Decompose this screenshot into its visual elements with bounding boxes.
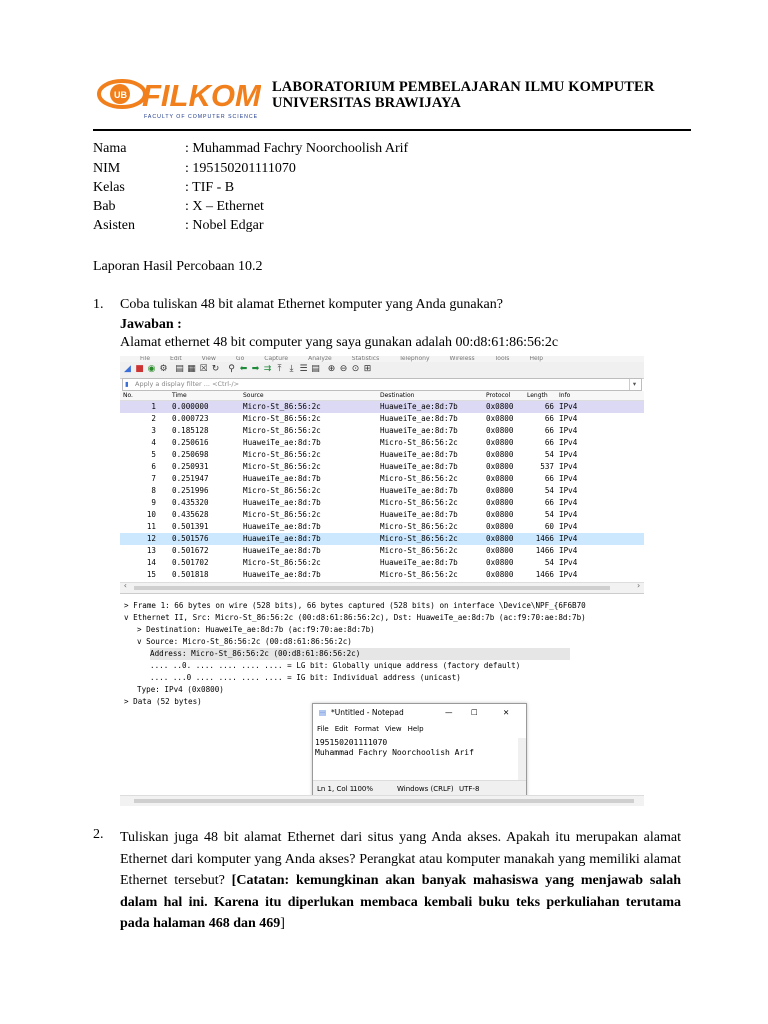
reload-icon[interactable]: ↻ [211, 364, 220, 374]
packet-cell-proto: 0x0800 [486, 522, 514, 531]
packet-cell-len: 66 [544, 498, 554, 507]
packet-cell-src: Micro-St_86:56:2c [243, 486, 321, 495]
packet-cell-info: IPv4 [559, 474, 578, 483]
packet-cell-no: 15 [146, 570, 156, 579]
packet-cell-proto: 0x0800 [486, 534, 514, 543]
display-filter-input[interactable] [122, 378, 642, 391]
notepad-menu-format[interactable]: Format [354, 725, 379, 733]
last-packet-icon[interactable]: ⤓ [289, 364, 294, 374]
packet-cell-proto: 0x0800 [486, 570, 514, 579]
packet-cell-time: 0.251947 [172, 474, 209, 483]
menu-item[interactable]: Edit [170, 356, 182, 362]
detail-row[interactable]: Address: Micro-St_86:56:2c (00:d8:61:86:56:2c) [150, 648, 570, 660]
packet-cell-src: HuaweiTe_ae:8d:7b [243, 546, 321, 555]
packet-cell-len: 66 [544, 474, 554, 483]
packet-cell-len: 54 [544, 510, 554, 519]
packet-cell-src: HuaweiTe_ae:8d:7b [243, 438, 321, 447]
stop-capture-icon[interactable]: ■ [135, 364, 144, 374]
resize-columns-icon[interactable]: ⊞ [363, 364, 372, 374]
packet-cell-len: 1466 [535, 534, 554, 543]
notepad-title: *Untitled - Notepad [331, 708, 404, 717]
options-gear-icon[interactable]: ⚙ [159, 364, 168, 374]
first-packet-icon[interactable]: ⤒ [277, 364, 282, 374]
open-file-icon[interactable]: ▤ [175, 364, 184, 374]
packet-cell-src: HuaweiTe_ae:8d:7b [243, 474, 321, 483]
packet-cell-info: IPv4 [559, 510, 578, 519]
info-label: Asisten [93, 218, 135, 233]
packet-cell-dst: HuaweiTe_ae:8d:7b [380, 462, 458, 471]
notepad-menu-file[interactable]: File [317, 725, 329, 733]
packet-cell-info: IPv4 [559, 414, 578, 423]
detail-row[interactable]: Type: IPv4 (0x0800) [137, 685, 224, 694]
notepad-menubar [317, 724, 430, 734]
menu-item[interactable]: Statistics [351, 356, 380, 362]
detail-row[interactable]: v Source: Micro-St_86:56:2c (00:d8:61:86:56:2c) [137, 637, 352, 646]
menu-item[interactable]: Capture [264, 356, 289, 362]
info-value: : Nobel Edgar [185, 218, 264, 233]
packet-cell-len: 66 [544, 438, 554, 447]
packet-cell-proto: 0x0800 [486, 546, 514, 555]
maximize-icon[interactable]: ☐ [471, 708, 478, 717]
packet-cell-dst: HuaweiTe_ae:8d:7b [380, 402, 458, 411]
packet-cell-no: 6 [151, 462, 156, 471]
packet-cell-time: 0.250931 [172, 462, 209, 471]
forward-arrow-icon[interactable]: ➡ [251, 364, 260, 374]
column-header-info[interactable]: Info [559, 392, 571, 399]
header-title-line2: UNIVERSITAS BRAWIJAYA [272, 95, 461, 111]
packet-row[interactable] [120, 557, 644, 569]
packet-cell-src: Micro-St_86:56:2c [243, 426, 321, 435]
header-title-line1: LABORATORIUM PEMBELAJARAN ILMU KOMPUTER [272, 79, 655, 95]
packet-cell-time: 0.501391 [172, 522, 209, 531]
packet-cell-dst: HuaweiTe_ae:8d:7b [380, 558, 458, 567]
packet-cell-dst: Micro-St_86:56:2c [380, 498, 458, 507]
packet-cell-src: HuaweiTe_ae:8d:7b [243, 522, 321, 531]
q1-answer: Alamat ethernet 48 bit computer yang saya gunakan adalah 00:d8:61:86:56:2c [120, 335, 559, 350]
detail-row[interactable]: > Frame 1: 66 bytes on wire (528 bits), 66 bytes captured (528 bits) on interface \Device\NPF_{6F6B70 [124, 601, 586, 610]
close-icon[interactable]: ✕ [503, 708, 510, 717]
packet-cell-dst: Micro-St_86:56:2c [380, 546, 458, 555]
start-capture-icon[interactable]: ◢ [124, 364, 131, 374]
packet-cell-src: Micro-St_86:56:2c [243, 450, 321, 459]
menu-item[interactable]: View [201, 356, 216, 362]
q1-question: Coba tuliskan 48 bit alamat Ethernet komputer yang Anda gunakan? [120, 297, 503, 312]
packet-cell-info: IPv4 [559, 558, 578, 567]
info-label: Kelas [93, 180, 125, 195]
packet-cell-info: IPv4 [559, 426, 578, 435]
menu-item[interactable]: Go [235, 356, 245, 362]
scroll-right-icon[interactable]: › [636, 581, 641, 590]
packet-cell-info: IPv4 [559, 522, 578, 531]
packet-cell-src: Micro-St_86:56:2c [243, 414, 321, 423]
packet-list-header [120, 391, 644, 401]
packet-row[interactable] [120, 449, 644, 461]
packet-cell-time: 0.000723 [172, 414, 209, 423]
packet-row[interactable] [120, 437, 644, 449]
packet-cell-src: HuaweiTe_ae:8d:7b [243, 498, 321, 507]
info-value: : TIF - B [185, 180, 235, 195]
colorize-icon[interactable]: ▤ [311, 364, 320, 374]
packet-row[interactable] [120, 461, 644, 473]
packet-cell-len: 60 [544, 522, 554, 531]
packet-cell-no: 8 [151, 486, 156, 495]
packet-cell-info: IPv4 [559, 534, 578, 543]
packet-cell-src: HuaweiTe_ae:8d:7b [243, 534, 321, 543]
logo-wordmark: FILKOM [142, 78, 261, 113]
q2-question: Tuliskan juga 48 bit alamat Ethernet dari situs yang Anda akses. Apakah itu merupakan alamat Ethernet dari komputer yang Anda akses? Perangkat atau komputer manakah yang memiliki alamat Ethernet tersebut? [120, 830, 681, 888]
packet-cell-info: IPv4 [559, 402, 578, 411]
wireshark-screenshot [120, 356, 644, 807]
packet-row[interactable] [120, 401, 644, 413]
packet-cell-src: HuaweiTe_ae:8d:7b [243, 570, 321, 579]
packet-cell-dst: HuaweiTe_ae:8d:7b [380, 510, 458, 519]
column-header-protocol[interactable]: Protocol [486, 392, 511, 399]
q1-answer-label: Jawaban : [120, 317, 182, 332]
packet-cell-no: 3 [151, 426, 156, 435]
detail-row[interactable]: .... ...0 .... .... .... .... = IG bit: Individual address (unicast) [150, 673, 461, 682]
header-title [272, 79, 654, 111]
q1-number: 1. [93, 297, 104, 312]
info-label: NIM [93, 161, 121, 176]
notepad-text-area[interactable] [315, 738, 474, 758]
packet-cell-no: 11 [146, 522, 156, 531]
bookmark-icon[interactable]: ▮ [125, 380, 129, 388]
q2-note: [Catatan: kemungkinan akan banyak mahasiswa yang menjawab salah dalam hal ini. Karena itu diperlukan membaca kembali buku teks perkuliahan terutama pada halaman 468 dan 469 [120, 873, 682, 931]
report-title: Laporan Hasil Percobaan 10.2 [93, 259, 263, 274]
detail-row[interactable]: > Destination: HuaweiTe_ae:8d:7b (ac:f9:70:ae:8d:7b) [137, 625, 375, 634]
packet-cell-len: 1466 [535, 546, 554, 555]
packet-cell-proto: 0x0800 [486, 486, 514, 495]
packet-cell-src: Micro-St_86:56:2c [243, 402, 321, 411]
packet-cell-time: 0.501702 [172, 558, 209, 567]
menu-item[interactable]: Analyze [308, 356, 332, 362]
filter-dropdown-icon[interactable]: ▾ [629, 379, 639, 390]
scrollbar-thumb[interactable] [134, 799, 634, 803]
packet-cell-dst: HuaweiTe_ae:8d:7b [380, 414, 458, 423]
packet-cell-info: IPv4 [559, 498, 578, 507]
packet-cell-dst: HuaweiTe_ae:8d:7b [380, 426, 458, 435]
notepad-menu-view[interactable]: View [384, 725, 402, 733]
packet-cell-no: 4 [151, 438, 156, 447]
notepad-menu-help[interactable]: Help [407, 725, 424, 733]
packet-cell-no: 1 [151, 402, 156, 411]
column-header-time[interactable]: Time [172, 392, 187, 399]
save-file-icon[interactable]: ▦ [187, 364, 196, 374]
menu-item[interactable]: Telephony [399, 356, 430, 362]
packet-cell-src: Micro-St_86:56:2c [243, 510, 321, 519]
q2-note-close: ] [280, 916, 285, 931]
packet-cell-proto: 0x0800 [486, 402, 514, 411]
packet-cell-time: 0.185128 [172, 426, 209, 435]
packet-cell-proto: 0x0800 [486, 474, 514, 483]
packet-cell-proto: 0x0800 [486, 558, 514, 567]
detail-row[interactable]: v Ethernet II, Src: Micro-St_86:56:2c (00:d8:61:86:56:2c), Dst: HuaweiTe_ae:8d:7b (ac:f9:70:ae:8d:7b) [124, 613, 586, 622]
packet-cell-proto: 0x0800 [486, 438, 514, 447]
packet-cell-dst: Micro-St_86:56:2c [380, 534, 458, 543]
wireshark-toolbar [120, 362, 644, 379]
restart-capture-icon[interactable]: ◉ [147, 364, 156, 374]
packet-cell-dst: Micro-St_86:56:2c [380, 438, 458, 447]
packet-cell-len: 54 [544, 558, 554, 567]
packet-cell-dst: Micro-St_86:56:2c [380, 570, 458, 579]
packet-cell-info: IPv4 [559, 450, 578, 459]
packet-cell-len: 66 [544, 414, 554, 423]
notepad-menu-edit[interactable]: Edit [334, 725, 349, 733]
packet-cell-time: 0.250698 [172, 450, 209, 459]
logo-subtitle: FACULTY OF COMPUTER SCIENCE [144, 114, 259, 120]
packet-cell-time: 0.000000 [172, 402, 209, 411]
info-label: Bab [93, 199, 116, 214]
detail-row[interactable]: .... ..0. .... .... .... .... = LG bit: Globally unique address (factory default) [150, 661, 521, 670]
packet-cell-src: Micro-St_86:56:2c [243, 558, 321, 567]
header-divider [93, 129, 691, 131]
status-encoding: UTF-8 [459, 785, 480, 793]
packet-cell-no: 9 [151, 498, 156, 507]
packet-cell-no: 7 [151, 474, 156, 483]
notepad-line: Muhammad Fachry Noorchoolish Arif [315, 748, 474, 757]
column-header-destination[interactable]: Destination [380, 392, 415, 399]
packet-cell-proto: 0x0800 [486, 510, 514, 519]
packet-cell-no: 13 [146, 546, 156, 555]
packet-cell-len: 66 [544, 402, 554, 411]
packet-list-scrollbar[interactable] [120, 582, 644, 594]
notepad-line: 195150201111070 [315, 738, 388, 747]
packet-row[interactable] [120, 497, 644, 509]
packet-cell-time: 0.250616 [172, 438, 209, 447]
packet-cell-len: 1466 [535, 570, 554, 579]
menu-item[interactable]: Wireless [449, 356, 475, 362]
detail-row[interactable]: > Data (52 bytes) [124, 697, 202, 706]
packet-cell-no: 12 [146, 534, 156, 543]
scrollbar-thumb[interactable] [134, 586, 610, 590]
packet-cell-proto: 0x0800 [486, 426, 514, 435]
notepad-vscroll[interactable] [518, 738, 526, 780]
minimize-icon[interactable]: — [445, 708, 453, 717]
packet-row[interactable] [120, 509, 644, 521]
packet-cell-time: 0.435628 [172, 510, 209, 519]
menu-item[interactable]: File [140, 356, 151, 362]
packet-cell-src: Micro-St_86:56:2c [243, 462, 321, 471]
packet-cell-info: IPv4 [559, 570, 578, 579]
packet-cell-time: 0.251996 [172, 486, 209, 495]
packet-cell-time: 0.435320 [172, 498, 209, 507]
packet-cell-proto: 0x0800 [486, 498, 514, 507]
autoscroll-icon[interactable]: ☰ [299, 364, 308, 374]
filkom-logo [96, 74, 261, 126]
status-zoom: 100% [353, 785, 374, 793]
packet-cell-len: 537 [540, 462, 554, 471]
packet-cell-dst: HuaweiTe_ae:8d:7b [380, 450, 458, 459]
info-label: Nama [93, 141, 127, 156]
notepad-window [312, 703, 527, 800]
packet-cell-info: IPv4 [559, 438, 578, 447]
menu-item[interactable]: Tools [494, 356, 510, 362]
packet-cell-len: 66 [544, 426, 554, 435]
packet-row[interactable] [120, 425, 644, 437]
back-arrow-icon[interactable]: ⬅ [239, 364, 248, 374]
packet-cell-no: 5 [151, 450, 156, 459]
details-scrollbar[interactable] [120, 795, 644, 806]
info-value: : 195150201111070 [185, 161, 296, 176]
normal-size-icon[interactable]: ⊙ [351, 364, 360, 374]
packet-cell-proto: 0x0800 [486, 450, 514, 459]
close-file-icon[interactable]: ☒ [199, 364, 208, 374]
packet-cell-no: 2 [151, 414, 156, 423]
packet-cell-len: 54 [544, 450, 554, 459]
column-header-length[interactable]: Length [527, 392, 548, 399]
info-value: : X – Ethernet [185, 199, 264, 214]
q2-number: 2. [93, 827, 104, 842]
notepad-titlebar [313, 704, 526, 722]
packet-cell-info: IPv4 [559, 486, 578, 495]
packet-row[interactable] [120, 485, 644, 497]
packet-row[interactable] [120, 569, 644, 581]
packet-cell-info: IPv4 [559, 546, 578, 555]
packet-cell-len: 54 [544, 486, 554, 495]
scroll-left-icon[interactable]: ‹ [123, 581, 128, 590]
notepad-app-icon: ▤ [319, 708, 327, 717]
logo-badge: UB [114, 90, 127, 100]
find-packet-icon[interactable]: ⚲ [228, 364, 235, 374]
packet-cell-dst: Micro-St_86:56:2c [380, 522, 458, 531]
packet-row[interactable] [120, 413, 644, 425]
zoom-out-icon[interactable]: ⊖ [339, 364, 348, 374]
info-value: : Muhammad Fachry Noorchoolish Arif [185, 141, 409, 156]
column-header-source[interactable]: Source [243, 392, 264, 399]
packet-cell-dst: Micro-St_86:56:2c [380, 474, 458, 483]
q2-paragraph [120, 827, 681, 935]
packet-cell-time: 0.501576 [172, 534, 209, 543]
status-line-col: Ln 1, Col 1 [317, 785, 355, 793]
menu-item[interactable]: Help [529, 356, 544, 362]
packet-cell-proto: 0x0800 [486, 462, 514, 471]
packet-row[interactable] [120, 521, 644, 533]
packet-row[interactable] [120, 533, 644, 545]
display-filter-placeholder: Apply a display filter ... <Ctrl-/> [135, 380, 240, 388]
packet-row[interactable] [120, 545, 644, 557]
packet-cell-time: 0.501818 [172, 570, 209, 579]
packet-row[interactable] [120, 473, 644, 485]
go-to-packet-icon[interactable]: ⇉ [263, 364, 272, 374]
filkom-logo-graphic [96, 74, 261, 126]
status-eol: Windows (CRLF) [397, 785, 454, 793]
packet-cell-info: IPv4 [559, 462, 578, 471]
zoom-in-icon[interactable]: ⊕ [327, 364, 336, 374]
packet-cell-no: 10 [146, 510, 156, 519]
packet-cell-dst: HuaweiTe_ae:8d:7b [380, 486, 458, 495]
packet-cell-no: 14 [146, 558, 156, 567]
column-header-no[interactable]: No. [123, 392, 133, 399]
packet-cell-proto: 0x0800 [486, 414, 514, 423]
packet-cell-time: 0.501672 [172, 546, 209, 555]
